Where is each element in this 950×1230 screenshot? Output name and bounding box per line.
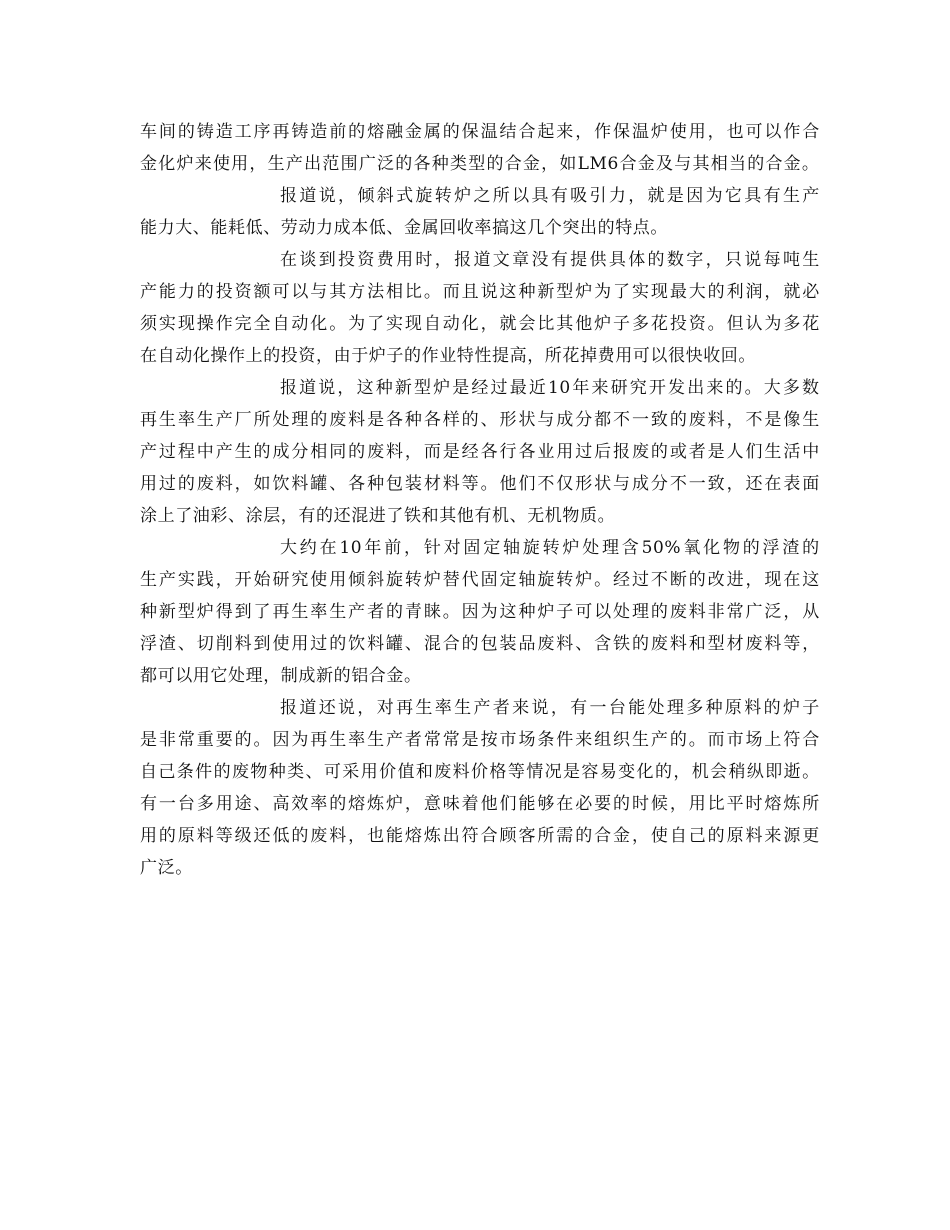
- text-line: 金 化 炉 来 使 用 ， 生 产 出 范 围 广 泛 的 各 种 类 型 的 合 金 ， 如 LM6 合 金 及 与 其 相 当 的 合 金 。: [140, 154, 820, 174]
- text-line: 在自动化操作上的投资，由于炉子的作业特性提高，所花掉费用可以很快收回。: [140, 346, 756, 366]
- text-line: 车 间 的 铸 造 工 序 再 铸 造 前 的 熔 融 金 属 的 保 温 结 合 起 来 ， 作 保 温 炉 使 用 ， 也 可 以 作 合: [140, 122, 820, 142]
- text-line: 用 过 的 废 料 ， 如 饮 料 罐 、 各 种 包 装 材 料 等 。 他 们 不 仅 形 状 与 成 分 不 一 致 ， 还 在 表 面: [140, 474, 820, 494]
- text-line: 种 新 型 炉 得 到 了 再 生 率 生 产 者 的 青 睐 。 因 为 这 种 炉 子 可 以 处 理 的 废 料 非 常 广 泛 ， 从: [140, 602, 820, 622]
- paragraph-first-line: 报 道 说 ， 这 种 新 型 炉 是 经 过 最 近 10 年 来 研 究 开 发 出 来 的 。 大 多 数: [280, 378, 820, 398]
- paragraph-first-line: 报 道 说 ， 倾 斜 式 旋 转 炉 之 所 以 具 有 吸 引 力 ， 就 是 因 为 它 具 有 生 产: [280, 186, 820, 206]
- text-line: 浮 渣 、 切 削 料 到 使 用 过 的 饮 料 罐 、 混 合 的 包 装 品 废 料 、 含 铁 的 废 料 和 型 材 废 料 等 ，: [140, 634, 820, 654]
- paragraph-first-line: 大 约 在 10 年 前 ， 针 对 固 定 轴 旋 转 炉 处 理 含 50% 氧 化 物 的 浮 渣 的: [280, 538, 820, 558]
- text-line: 生 产 实 践 ， 开 始 研 究 使 用 倾 斜 旋 转 炉 替 代 固 定 轴 旋 转 炉 。 经 过 不 断 的 改 进 ， 现 在 这: [140, 570, 820, 590]
- text-line: 产 能 力 的 投 资 额 可 以 与 其 方 法 相 比 。 而 且 说 这 种 新 型 炉 为 了 实 现 最 大 的 利 润 ， 就 必: [140, 282, 820, 302]
- text-line: 是 非 常 重 要 的 。 因 为 再 生 率 生 产 者 常 常 是 按 市 场 条 件 来 组 织 生 产 的 。 而 市 场 上 符 合: [140, 730, 820, 750]
- text-line: 须 实 现 操 作 完 全 自 动 化 。 为 了 实 现 自 动 化 ， 就 会 比 其 他 炉 子 多 花 投 资 。 但 认 为 多 花: [140, 314, 820, 334]
- text-line: 涂上了油彩、涂层，有的还混进了铁和其他有机、无机物质。: [140, 506, 616, 526]
- text-line: 产 过 程 中 产 生 的 成 分 相 同 的 废 料 ， 而 是 经 各 行 各 业 用 过 后 报 废 的 或 者 是 人 们 生 活 中: [140, 442, 820, 462]
- text-line: 广泛。: [140, 858, 193, 878]
- text-line: 有 一 台 多 用 途 、 高 效 率 的 熔 炼 炉 ， 意 味 着 他 们 能 够 在 必 要 的 时 候 ， 用 比 平 时 熔 炼 所: [140, 794, 820, 814]
- text-line: 都可以用它处理，制成新的铝合金。: [140, 666, 422, 686]
- article-body: [140, 116, 820, 884]
- paragraph-first-line: 报 道 还 说 ， 对 再 生 率 生 产 者 来 说 ， 有 一 台 能 处 理 多 种 原 料 的 炉 子: [280, 698, 820, 718]
- text-line: 再 生 率 生 产 厂 所 处 理 的 废 料 是 各 种 各 样 的 、 形 状 与 成 分 都 不 一 致 的 废 料 ， 不 是 像 生: [140, 410, 820, 430]
- text-line: 自 己 条 件 的 废 物 种 类 、 可 采 用 价 值 和 废 料 价 格 等 情 况 是 容 易 变 化 的 ， 机 会 稍 纵 即 逝 。: [140, 762, 820, 782]
- text-line: 能力大、能耗低、劳动力成本低、金属回收率搞这几个突出的特点。: [140, 218, 668, 238]
- paragraph-first-line: 在 谈 到 投 资 费 用 时 ， 报 道 文 章 没 有 提 供 具 体 的 数 字 ， 只 说 每 吨 生: [280, 250, 820, 270]
- text-line: 用 的 原 料 等 级 还 低 的 废 料 ， 也 能 熔 炼 出 符 合 顾 客 所 需 的 合 金 ， 使 自 己 的 原 料 来 源 更: [140, 826, 820, 846]
